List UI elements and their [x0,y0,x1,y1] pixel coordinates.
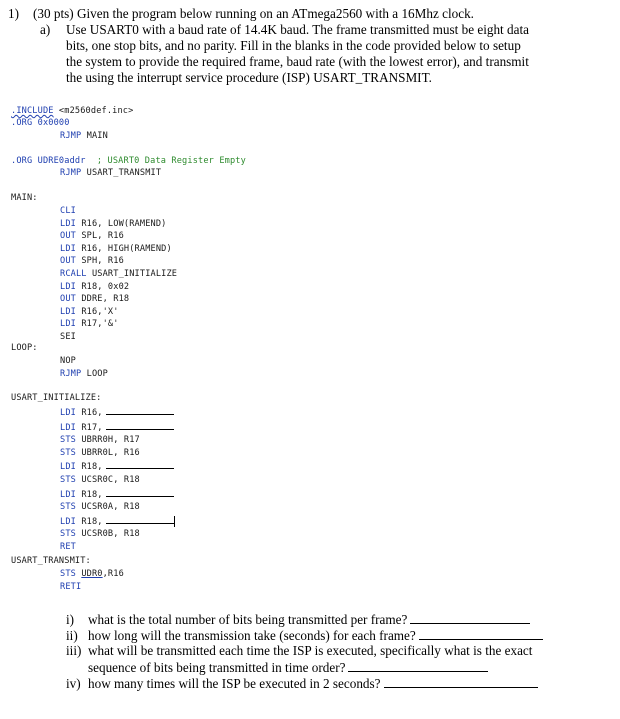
subquestion-1: i) what is the total number of bits being transmitted per frame? [66,611,530,628]
fill-in-blank-ucsr0c[interactable] [106,459,174,469]
code-line: OUT DDRE, R18 [60,294,130,305]
part-text-line-2: bits, one stop bits, and no parity. Fill in the blanks in the code provided below to setup [66,38,521,53]
loop-block [60,355,108,380]
code-line: RCALL USART_INITIALIZE [60,268,178,279]
code-line: LDI R18, [60,459,175,474]
init-label: USART_INITIALIZE: [11,393,102,403]
code-line: LDI R16, HIGH(RAMEND) [60,243,172,254]
transmit-block [60,568,124,593]
subquestion-3-continued: sequence of bits being transmitted in time order? [88,659,488,676]
code-line: LDI R18, [60,514,175,529]
main-label: MAIN: [11,193,38,203]
rjmp-opcode: RJMP [60,131,82,141]
org-udre-directive: .ORG UDRE0addr [11,156,86,166]
subquestion-2: ii) how long will the transmission take (seconds) for each frame? [66,627,543,644]
code-line: STS UBRR0L, R16 [60,447,140,458]
code-line: STS UCSR0C, R18 [60,474,140,485]
init-block [60,405,175,554]
rjmp-transmit-line [60,167,161,179]
code-line: SEI [60,331,76,342]
part-text-line-4: the using the interrupt service procedure (ISP) USART_TRANSMIT. [66,70,432,85]
include-keyword: .INCLUDE [11,106,54,116]
code-line: CLI [60,206,76,216]
code-line: LDI R17,'&' [60,319,119,330]
org-udre-line [11,155,246,167]
transmit-label: USART_TRANSMIT: [11,556,91,566]
rjmp-target: USART_TRANSMIT [86,168,162,178]
code-line: LDI R18, [60,487,175,502]
fill-in-blank-ubrrl[interactable] [106,405,174,415]
code-line: LDI R17, [60,420,175,435]
subquestion-4: iv) how many times will the ISP be executed in 2 seconds? [66,675,538,692]
code-line: STS UCSR0B, R18 [60,529,140,540]
question-number: 1) [8,6,19,21]
rjmp-main-line [60,130,108,142]
rjmp-opcode: RJMP [60,168,82,178]
code-line: RJMP LOOP [60,368,108,379]
code-line: STS UBRR0H, R17 [60,435,140,446]
answer-blank-2[interactable] [419,627,543,640]
loop-label: LOOP: [11,343,38,353]
code-line: OUT SPL, R16 [60,231,124,242]
text-cursor [174,516,175,527]
code-line: OUT SPH, R16 [60,256,124,267]
code-line: LDI R18, 0x02 [60,281,130,292]
code-line: RET [60,541,76,552]
part-label: a) [40,22,51,37]
org-udre-comment: ; USART0 Data Register Empty [96,156,246,166]
code-line: RETI [60,581,82,592]
part-text-line-1: Use USART0 with a baud rate of 14.4K baud. The frame transmitted must be eight data [66,22,529,37]
code-line: LDI R16,'X' [60,306,119,317]
fill-in-blank-ucsr0b[interactable] [106,514,174,524]
question-intro: (30 pts) Given the program below running on an ATmega2560 with a 16Mhz clock. [33,6,474,21]
fill-in-blank-ubrrh[interactable] [106,420,174,430]
include-directive [11,105,133,117]
code-line: STS UCSR0A, R18 [60,502,140,513]
org-reset: .ORG 0x0000 [11,118,70,128]
answer-blank-1[interactable] [410,611,530,624]
include-file: <m2560def.inc> [58,106,134,116]
code-line: LDI R16, LOW(RAMEND) [60,218,167,229]
code-line: LDI R16, [60,405,175,420]
subquestion-3: iii) what will be transmitted each time the ISP is executed, specifically what is the exact [66,643,533,658]
main-block [60,205,177,344]
rjmp-target: MAIN [86,131,108,141]
answer-blank-4[interactable] [384,675,538,688]
code-line: NOP [60,356,76,366]
part-text-line-3: the system to provide the required frame, baud rate (with the lowest error), and transmit [66,54,529,69]
fill-in-blank-ucsr0a[interactable] [106,487,174,497]
code-line: STS UDR0,R16 [60,569,124,579]
answer-blank-3[interactable] [348,659,488,672]
udr0-register: UDR0 [81,569,103,579]
